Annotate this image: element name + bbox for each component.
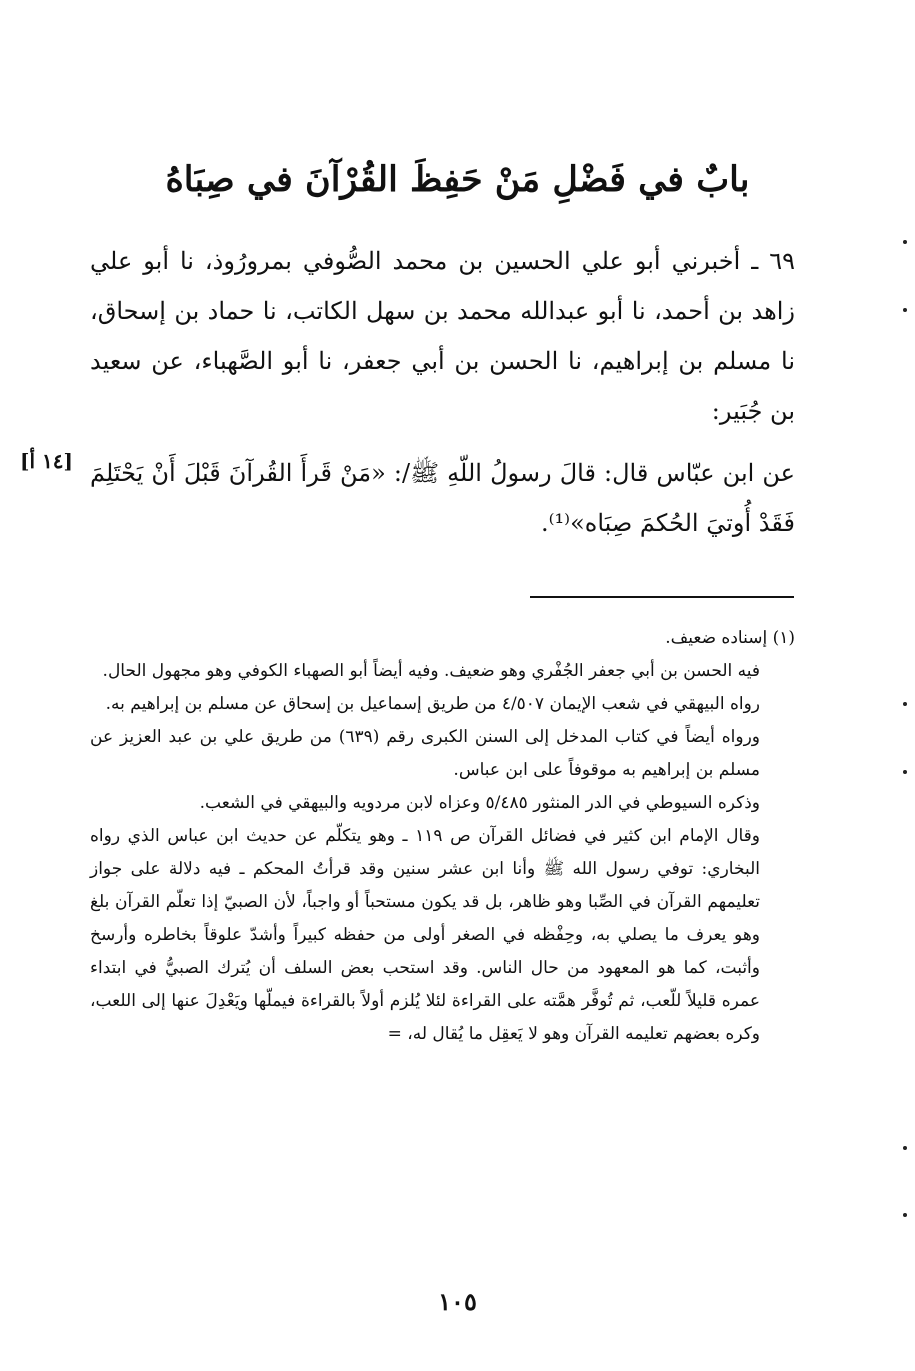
hadith-isnad: ٦٩ ـ أخبرني أبو علي الحسين بن محمد الصُّوفي بمرورُوذ، نا أبو علي زاهد بن أحمد، نا أبو عبدالله محمد بن سهل الكاتب، نا حماد بن إسحاق، نا مسلم بن إبراهيم، نا الحسن بن أبي جعفر، نا أبو الصَّهباء، عن سعيد بن جُبَير: [90, 247, 795, 425]
footnote-paragraph: رواه البيهقي في شعب الإيمان ٤/٥٠٧ من طريق إسماعيل بن إسحاق عن مسلم بن إبراهيم به. [105, 694, 760, 714]
manuscript-folio-marker: [١٤ أ] [20, 449, 73, 473]
footnote-divider [530, 596, 794, 598]
margin-dot [903, 1213, 907, 1217]
margin-dot [903, 702, 907, 706]
main-text [90, 236, 795, 548]
footnote-paragraph: ورواه أيضاً في كتاب المدخل إلى السنن الكبرى رقم (٦٣٩) من طريق علي بن عبد العزيز عن مسلم بن إبراهيم به موقوفاً على ابن عباس. [90, 727, 760, 780]
footnote-paragraph: وذكره السيوطي في الدر المنثور ٥/٤٨٥ وعزاه لابن مردويه والبيهقي في الشعب. [199, 793, 760, 813]
margin-dot [903, 1146, 907, 1150]
page-number: ١٠٥ [438, 1287, 477, 1316]
chapter-title: بابٌ في فَضْلِ مَنْ حَفِظَ القُرْآنَ في صِبَاهُ [165, 159, 750, 200]
footnote-paragraph: وقال الإمام ابن كثير في فضائل القرآن ص ١١٩ ـ وهو يتكلّم عن حديث ابن عباس الذي رواه البخاري: توفي رسول الله ﷺ وأنا ابن عشر سنين وقد قرأتُ المحكم ـ فيه دلالة على جواز تعليمهم القرآن في الصِّبا وهو ظاهر، بل قد يكون مستحباً أو واجباً، لأن الصبيّ إذا تعلّم القرآن بلغ وهو يعرف ما يصلي به، وحِفْظه في الصغر أولى من حفظه كبيراً وأشدّ علوقاً بخاطره وأرسخ وأثبت، كما هو المعهود من حال الناس. وقد استحب بعض السلف أن يُترك الصبيُّ في ابتداء عمره قليلاً للّعب، ثم تُوفَّر همَّته على القراءة لئلا يُلزم أولاً بالقراءة فيملّها ويَعْدِلَ عنها إلى اللعب، وكره بعضهم تعليمه القرآن وهو لا يَعقِل ما يُقال له، = [90, 826, 760, 1044]
margin-dot [903, 770, 907, 774]
footnotes [90, 622, 795, 1051]
footnote-paragraph: فيه الحسن بن أبي جعفر الجُفْري وهو ضعيف. وفيه أيضاً أبو الصهباء الكوفي وهو مجهول الحال. [102, 661, 760, 681]
margin-dot [903, 240, 907, 244]
footnote-heading: (١) إسناده ضعيف. [665, 628, 795, 648]
hadith-text: عن ابن عبّاس قال: قالَ رسولُ اللّهِ ﷺ/: «مَنْ قَرأَ القُرآنَ قَبْلَ أَنْ يَحْتَلِمَ فَقَدْ أُوتيَ الحُكمَ صِبَاه»⁽¹⁾. [90, 459, 795, 537]
margin-dot [903, 308, 907, 312]
